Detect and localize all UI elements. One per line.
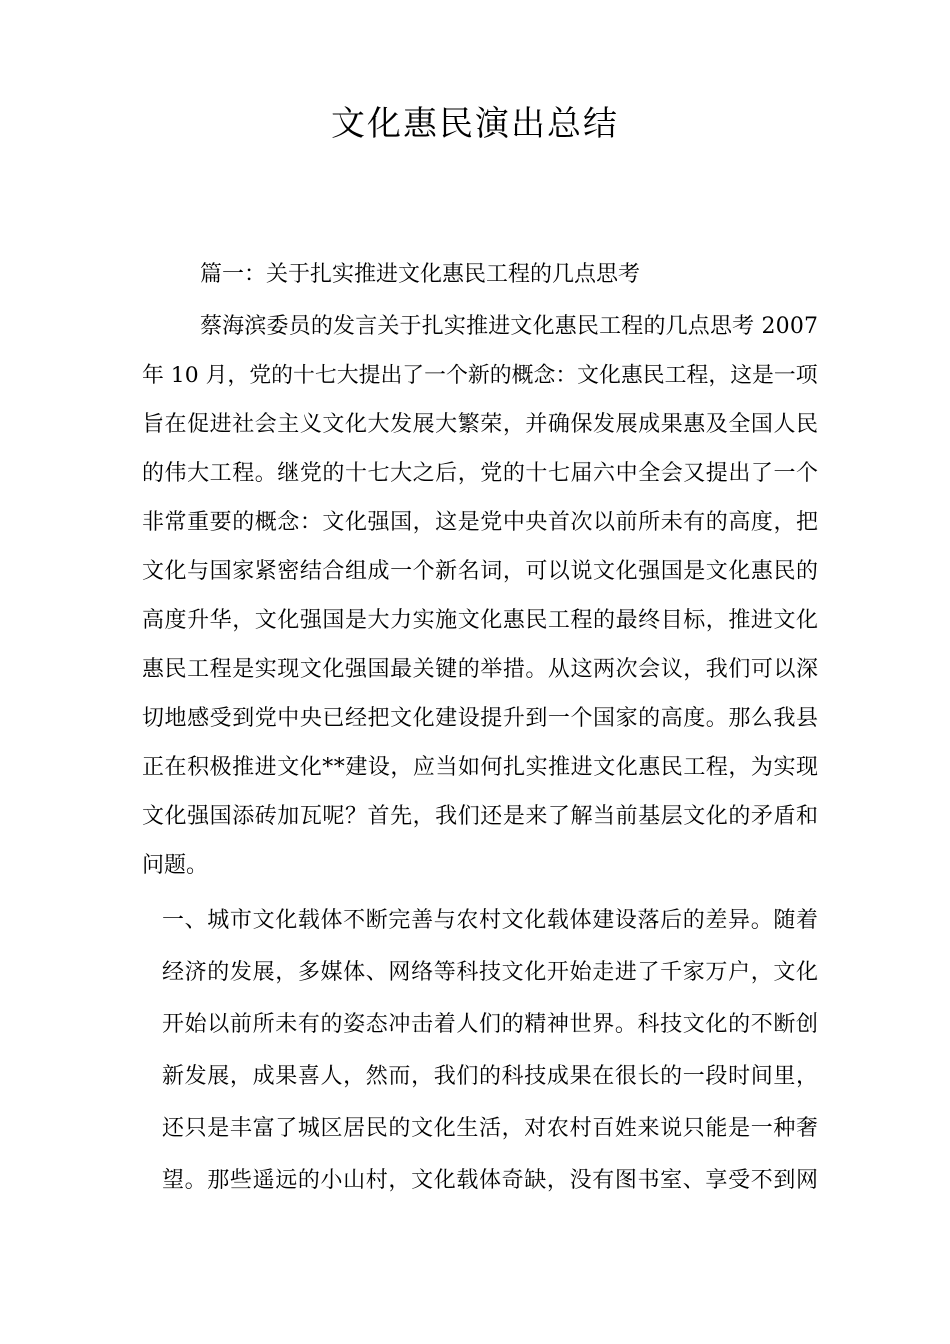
paragraph-line: 文化与国家紧密结合组成一个新名词，可以说文化强国是文化惠民的: [142, 559, 819, 584]
paragraph-line: 经济的发展，多媒体、网络等科技文化开始走进了千家万户，文化: [162, 960, 819, 985]
document-title: 文化惠民演出总结: [331, 104, 619, 144]
paragraph-line: 高度升华，文化强国是大力实施文化惠民工程的最终目标，推进文化: [142, 608, 819, 633]
paragraph-line: 的伟大工程。继党的十七大之后，党的十七届六中全会又提出了一个: [142, 461, 819, 486]
paragraph-line: 望。那些遥远的小山村，文化载体奇缺，没有图书室、享受不到网: [162, 1168, 819, 1193]
paragraph-line: 旨在促进社会主义文化大发展大繁荣，并确保发展成果惠及全国人民: [142, 412, 819, 437]
paragraph-line: 开始以前所未有的姿态冲击着人们的精神世界。科技文化的不断创: [162, 1012, 819, 1037]
paragraph-line: 切地感受到党中央已经把文化建设提升到一个国家的高度。那么我县: [142, 706, 819, 731]
paragraph-line: 一、城市文化载体不断完善与农村文化载体建设落后的差异。随着: [162, 908, 819, 933]
paragraph-line: 正在积极推进文化**建设，应当如何扎实推进文化惠民工程，为实现: [142, 755, 819, 780]
paragraph-line: 惠民工程是实现文化强国最关键的举措。从这两次会议，我们可以深: [142, 657, 819, 682]
section-heading: 篇一：关于扎实推进文化惠民工程的几点思考: [200, 262, 641, 287]
paragraph-line: 文化强国添砖加瓦呢？首先，我们还是来了解当前基层文化的矛盾和: [142, 804, 819, 829]
paragraph-line: 蔡海滨委员的发言关于扎实推进文化惠民工程的几点思考 2007: [200, 314, 819, 339]
paragraph-line: 问题。: [142, 853, 209, 878]
paragraph-line: 年 10 月，党的十七大提出了一个新的概念：文化惠民工程，这是一项: [142, 363, 818, 388]
paragraph-line: 还只是丰富了城区居民的文化生活，对农村百姓来说只能是一种奢: [162, 1116, 819, 1141]
paragraph-line: 新发展，成果喜人，然而，我们的科技成果在很长的一段时间里，: [162, 1064, 819, 1089]
paragraph-line: 非常重要的概念：文化强国，这是党中央首次以前所未有的高度，把: [142, 510, 819, 535]
